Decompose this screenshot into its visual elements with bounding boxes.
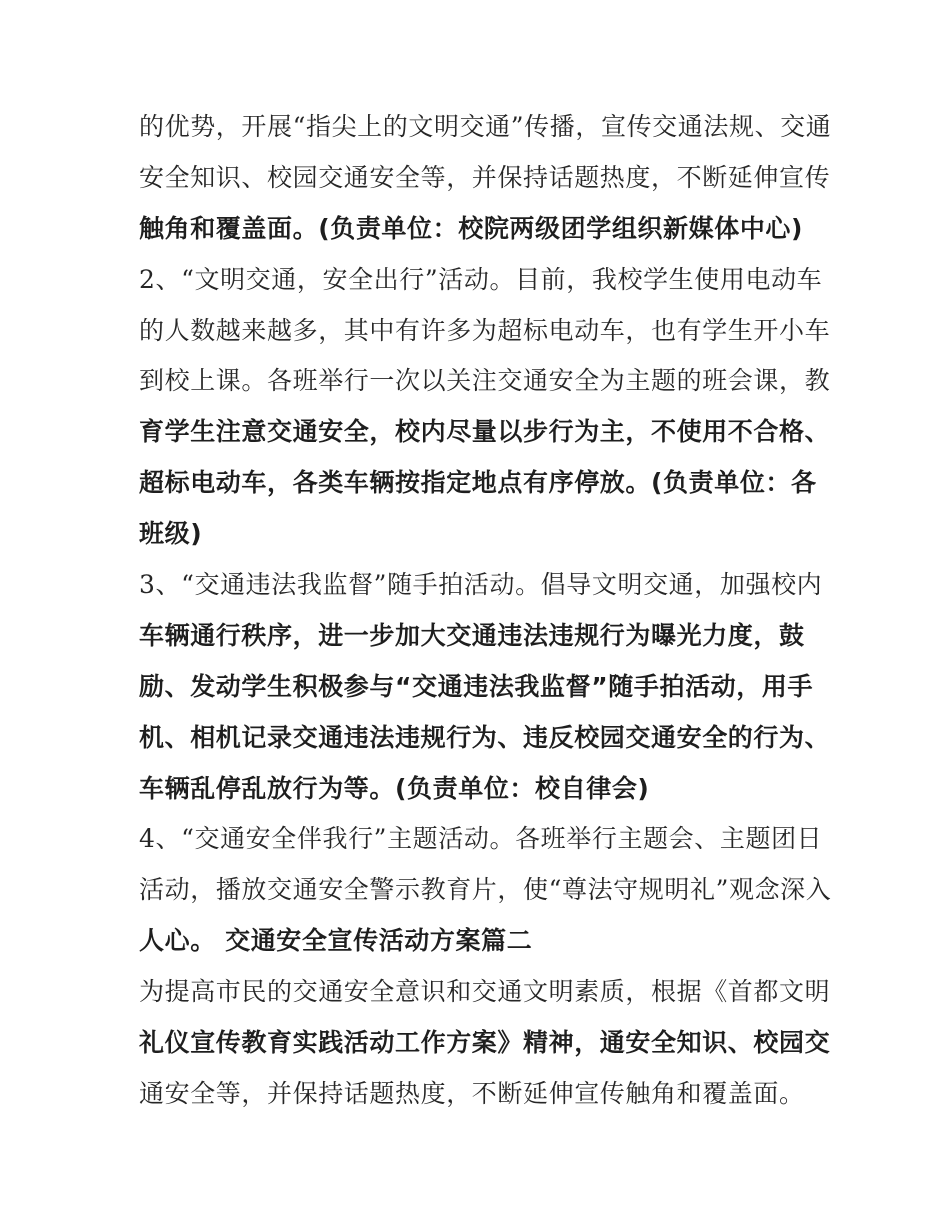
text-line: 机、相机记录交通违法违规行为、违反校园交通安全的行为、 <box>139 722 831 752</box>
text-line: 的优势，开展“指尖上的文明交通”传播，宣传交通法规、交通 <box>139 112 832 141</box>
text-line: 班级) <box>139 519 203 549</box>
text-line: 4、“交通安全伴我行”主题活动。各班举行主题会、主题团日 <box>139 824 823 854</box>
text-line: 安全知识、校园交通安全等，并保持话题热度，不断延伸宣传 <box>139 162 831 192</box>
text-line: 车辆乱停乱放行为等。(负责单位：校自律会) <box>139 773 650 803</box>
text-line: 礼仪宣传教育实践活动工作方案》精神，通安全知识、校园交 <box>139 1028 831 1058</box>
text-line: 励、发动学生积极参与“交通违法我监督”随手拍活动，用手 <box>139 671 814 701</box>
text-line: 3、“交通违法我监督”随手拍活动。倡导文明交通，加强校内 <box>139 570 823 600</box>
text-line: 车辆通行秩序，进一步加大交通违法违规行为曝光力度，鼓 <box>139 620 805 650</box>
text-line: 活动，播放交通安全警示教育片，使“尊法守规明礼”观念深入 <box>139 875 832 905</box>
text-line: 的人数越来越多，其中有许多为超标电动车，也有学生开小车 <box>139 315 831 345</box>
text-line: 2、“文明交通，安全出行”活动。目前，我校学生使用电动车 <box>139 264 823 294</box>
body-text <box>139 102 832 1120</box>
text-line: 人心。 交通安全宣传活动方案篇二 <box>139 926 533 956</box>
text-line: 育学生注意交通安全，校内尽量以步行为主，不使用不合格、 <box>139 417 831 447</box>
text-line: 为提高市民的交通安全意识和交通文明素质，根据《首都文明 <box>139 977 831 1007</box>
text-line: 通安全等，并保持话题热度，不断延伸宣传触角和覆盖面。 <box>139 1078 805 1108</box>
text-line: 到校上课。各班举行一次以关注交通安全为主题的班会课，教 <box>139 366 831 396</box>
text-line: 触角和覆盖面。(负责单位：校院两级团学组织新媒体中心) <box>139 213 804 243</box>
text-line: 超标电动车，各类车辆按指定地点有序停放。(负责单位：各 <box>139 468 817 498</box>
